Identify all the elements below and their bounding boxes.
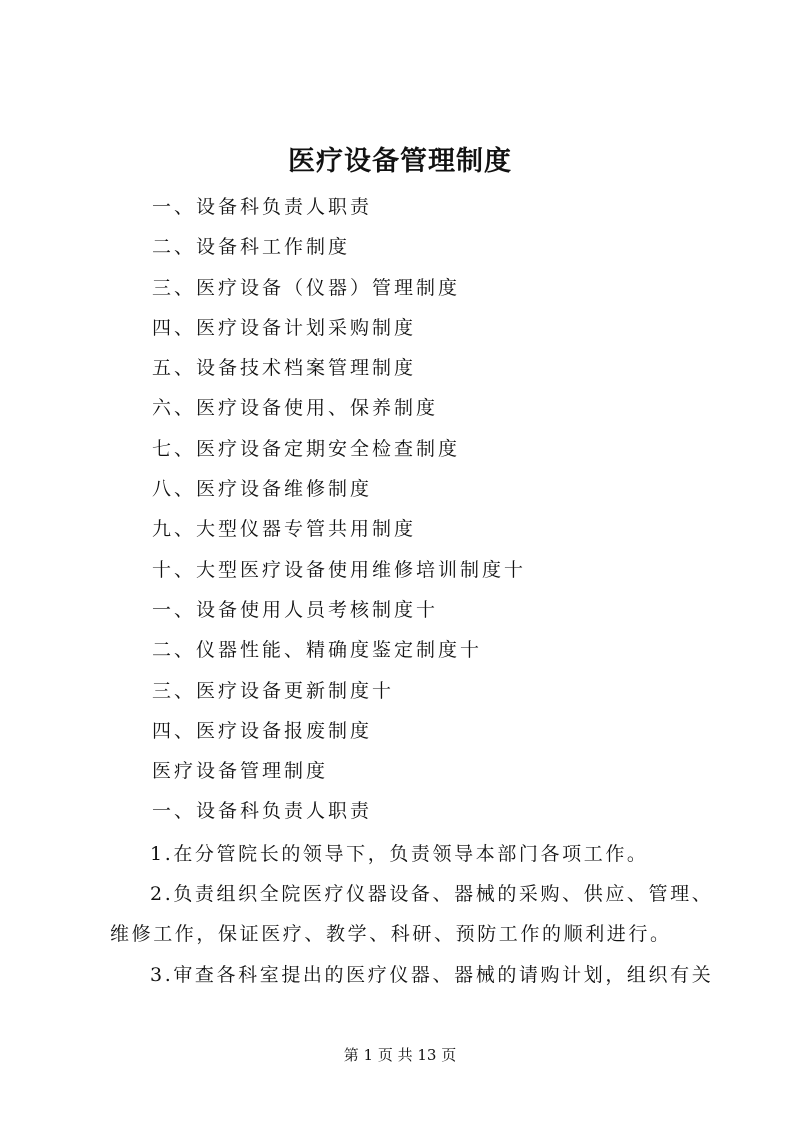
toc-item: 二、仪器性能、精确度鉴定制度十 bbox=[152, 639, 483, 662]
section-title: 医疗设备管理制度 bbox=[152, 760, 329, 782]
toc-item: 二、设备科工作制度 bbox=[152, 236, 351, 259]
toc-item: 五、设备技术档案管理制度 bbox=[152, 357, 417, 380]
section-heading: 一、设备科负责人职责 bbox=[152, 800, 373, 822]
body-paragraph: 3.审查各科室提出的医疗仪器、器械的请购计划，组织有关 bbox=[150, 964, 714, 986]
toc-item: 四、医疗设备计划采购制度 bbox=[152, 316, 417, 339]
body-paragraph: 2.负责组织全院医疗仪器设备、器械的采购、供应、管理、维修工作，保证医疗、教学、科研、预防工作的顺利进行。 bbox=[110, 883, 714, 945]
document-title: 医疗设备管理制度 bbox=[288, 146, 512, 177]
toc-item: 七、医疗设备定期安全检查制度 bbox=[152, 437, 461, 460]
toc-item: 一、设备使用人员考核制度十 bbox=[152, 598, 439, 621]
table-of-contents bbox=[152, 193, 526, 757]
body-paragraph: 1.在分管院长的领导下，负责领导本部门各项工作。 bbox=[150, 843, 649, 865]
toc-item: 六、医疗设备使用、保养制度 bbox=[152, 397, 439, 420]
toc-item: 十、大型医疗设备使用维修培训制度十 bbox=[152, 558, 527, 581]
toc-item: 三、医疗设备更新制度十 bbox=[152, 679, 395, 702]
toc-item: 四、医疗设备报废制度 bbox=[152, 719, 373, 742]
page-footer: 第 1 页 共 13 页 bbox=[343, 1046, 457, 1064]
toc-item: 一、设备科负责人职责 bbox=[152, 196, 373, 218]
toc-item: 三、医疗设备（仪器）管理制度 bbox=[152, 276, 461, 299]
toc-item: 九、大型仪器专管共用制度 bbox=[152, 518, 417, 541]
toc-item: 八、医疗设备维修制度 bbox=[152, 478, 373, 501]
